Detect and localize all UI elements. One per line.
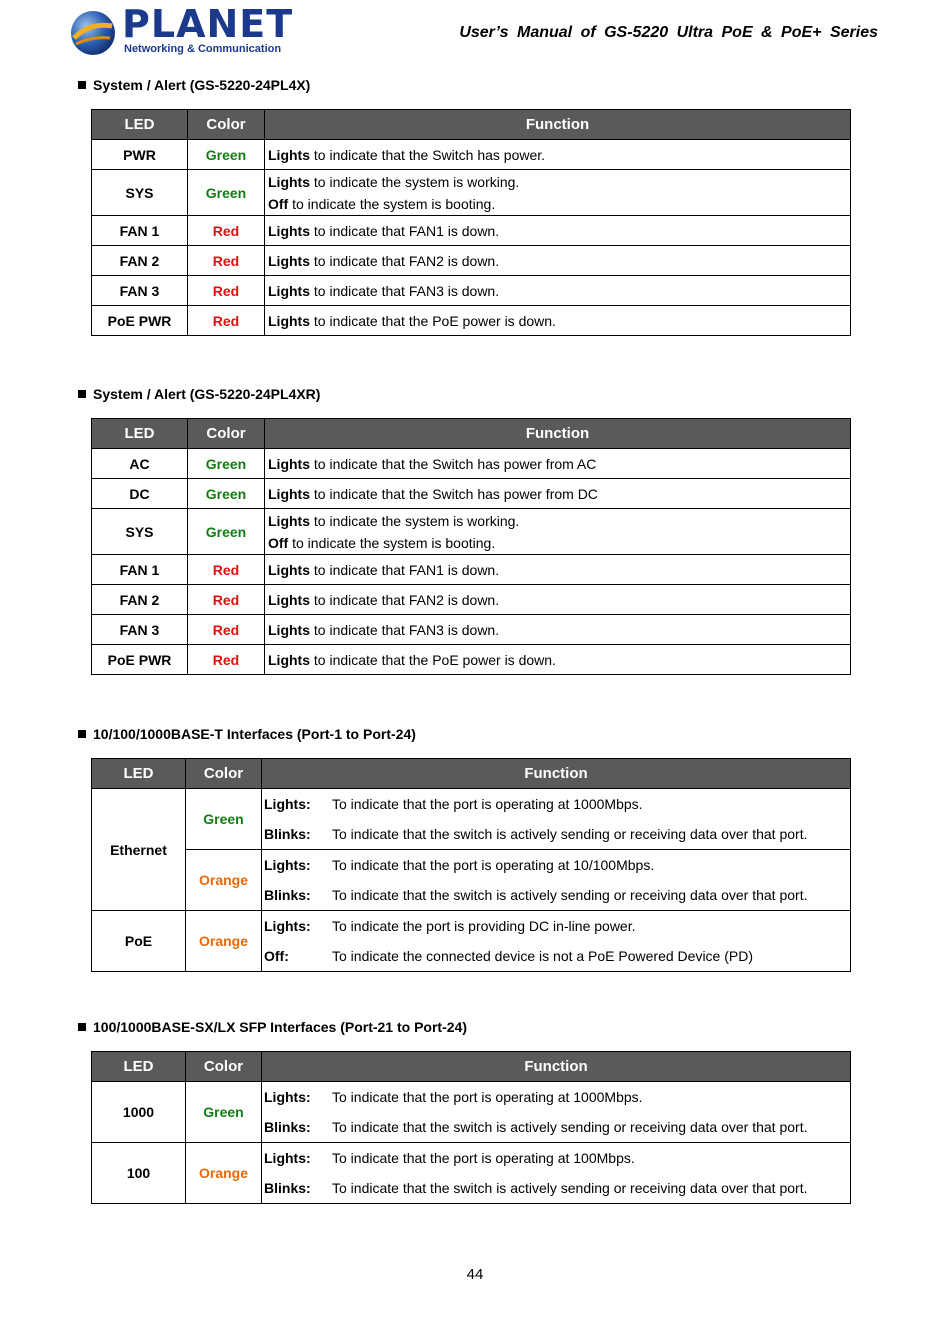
table-row [92,140,851,170]
led-color: Green [188,509,265,555]
table-row [92,449,851,479]
led-function: Lights to indicate that FAN2 is down. [265,246,851,276]
led-name: FAN 2 [92,246,188,276]
table-row [92,1082,851,1143]
col-header-color: Color [186,759,262,789]
led-function: Lights to indicate that FAN3 is down. [265,615,851,645]
table-row [92,216,851,246]
bullet-icon [78,730,86,738]
led-name: FAN 1 [92,216,188,246]
led-color: Red [188,216,265,246]
table-header-row [92,759,851,789]
table-row [92,479,851,509]
page-number: 44 [466,1266,484,1283]
led-name: PoE PWR [92,306,188,336]
led-color: Red [188,555,265,585]
page-header [0,0,950,70]
led-function: Lights to indicate that FAN1 is down. [265,216,851,246]
table-row [92,585,851,615]
led-name: FAN 2 [92,585,188,615]
col-header-led: LED [92,419,188,449]
led-function: Lights to indicate that the Switch has power from AC [265,449,851,479]
led-function: Lights: To indicate that the port is operating at 10/100Mbps. Blinks: To indicate that the switch is actively sending or receiving data over that port. [262,850,851,911]
col-header-function: Function [265,419,851,449]
led-color: Red [188,645,265,675]
led-color: Orange [186,1143,262,1204]
col-header-color: Color [186,1052,262,1082]
globe-icon [68,8,118,58]
led-name: AC [92,449,188,479]
table-row [92,911,851,972]
table-row [92,850,851,911]
led-name: PoE [92,911,186,972]
led-function: Lights to indicate that the Switch has power. [265,140,851,170]
section-title-4: 100/1000BASE-SX/LX SFP Interfaces (Port-21 to Port-24) [78,1017,467,1037]
led-function: Lights to indicate that FAN3 is down. [265,276,851,306]
col-header-led: LED [92,1052,186,1082]
table-row [92,645,851,675]
led-name: PoE PWR [92,645,188,675]
led-function: Lights: To indicate that the port is operating at 1000Mbps. Blinks: To indicate that the switch is actively sending or receiving data over that port. [262,789,851,850]
led-color: Red [188,306,265,336]
led-color: Red [188,246,265,276]
bullet-icon [78,390,86,398]
table-row [92,246,851,276]
table-row [92,509,851,555]
led-table-system-24pl4xr [91,418,851,675]
led-color: Green [188,449,265,479]
section-title-1: System / Alert (GS-5220-24PL4X) [78,75,310,95]
table-row [92,1143,851,1204]
led-name: 1000 [92,1082,186,1143]
led-color: Orange [186,911,262,972]
led-color: Green [186,789,262,850]
led-table-copper-ports [91,758,851,972]
led-name: FAN 3 [92,276,188,306]
col-header-function: Function [262,759,851,789]
table-row [92,276,851,306]
led-function: Lights to indicate the system is working. Off to indicate the system is booting. [265,509,851,555]
logo-tagline: Networking & Communication [124,43,282,55]
section-title-3: 10/100/1000BASE-T Interfaces (Port-1 to Port-24) [78,724,416,744]
col-header-color: Color [188,110,265,140]
table-header-row [92,1052,851,1082]
led-function: Lights to indicate that FAN2 is down. [265,585,851,615]
led-function: Lights to indicate that the PoE power is down. [265,306,851,336]
section-title-2: System / Alert (GS-5220-24PL4XR) [78,384,320,404]
logo-wordmark: PLANET [122,2,294,46]
led-name: SYS [92,170,188,216]
col-header-led: LED [92,110,188,140]
led-function: Lights to indicate that the PoE power is down. [265,645,851,675]
led-name: SYS [92,509,188,555]
led-table-sfp-ports [91,1051,851,1204]
planet-logo [68,2,294,60]
col-header-color: Color [188,419,265,449]
table-row [92,789,851,850]
table-header-row [92,110,851,140]
led-color: Green [188,170,265,216]
table-header-row [92,419,851,449]
led-name: FAN 3 [92,615,188,645]
table-row [92,306,851,336]
led-name: DC [92,479,188,509]
led-function: Lights: To indicate that the port is operating at 100Mbps. Blinks: To indicate that the switch is actively sending or receiving data over that port. [262,1143,851,1204]
led-function: Lights: To indicate that the port is operating at 1000Mbps. Blinks: To indicate that the switch is actively sending or receiving data over that port. [262,1082,851,1143]
led-function: Lights: To indicate the port is providing DC in-line power. Off: To indicate the connected device is not a PoE Powered Device (PD) [262,911,851,972]
table-row [92,170,851,216]
col-header-function: Function [262,1052,851,1082]
col-header-function: Function [265,110,851,140]
manual-title: User’s Manual of GS-5220 Ultra PoE & PoE+ Series [459,24,878,41]
led-function: Lights to indicate that FAN1 is down. [265,555,851,585]
led-name: FAN 1 [92,555,188,585]
led-color: Green [186,1082,262,1143]
led-color: Red [188,585,265,615]
led-color: Red [188,615,265,645]
bullet-icon [78,1023,86,1031]
bullet-icon [78,81,86,89]
led-color: Green [188,140,265,170]
led-color: Red [188,276,265,306]
table-row [92,555,851,585]
led-name: PWR [92,140,188,170]
led-function: Lights to indicate the system is working. Off to indicate the system is booting. [265,170,851,216]
led-function: Lights to indicate that the Switch has power from DC [265,479,851,509]
table-row [92,615,851,645]
led-color: Green [188,479,265,509]
led-table-system-24pl4x [91,109,851,336]
led-color: Orange [186,850,262,911]
led-name: 100 [92,1143,186,1204]
col-header-led: LED [92,759,186,789]
led-name: Ethernet [92,789,186,911]
